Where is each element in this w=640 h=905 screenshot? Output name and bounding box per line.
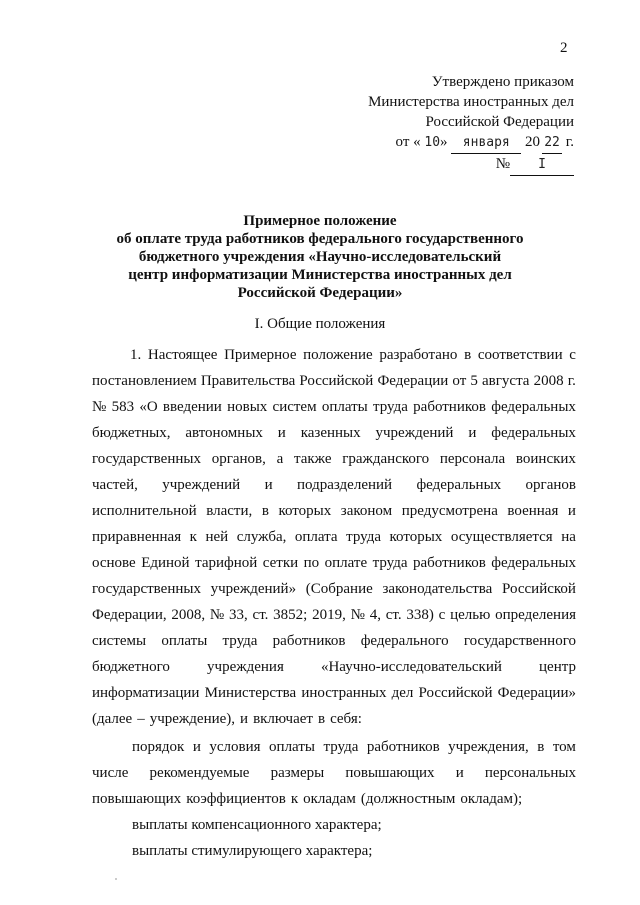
word: разработано [379,347,458,363]
word: информатизации [92,685,200,701]
word: предусмотрена [401,503,498,519]
word: труда [372,555,408,571]
word: Российской [299,373,374,389]
date-month: января [451,133,521,154]
list-line [92,786,576,812]
word: труда [222,633,258,649]
word: труда [323,739,359,755]
paragraph-line [92,706,576,732]
word: целью [450,607,491,623]
word: системы [92,633,147,649]
word: с [438,607,446,623]
word: учреждения [207,659,284,675]
word: исполнительной [92,503,197,519]
word: оплаты [269,739,315,755]
word: определения [495,607,576,623]
approval-date [368,132,574,154]
word: введении [162,399,222,415]
list-item-2: выплаты компенсационного характера; [132,817,382,833]
word: Федерации» [497,685,576,701]
date-year-suffix: 22 [542,133,562,154]
word: рекомендуемые [149,765,250,781]
title-line-5: Российской Федерации» [237,285,403,301]
word: персонала [439,451,506,467]
word: автономных [185,425,263,441]
word: в [317,711,326,727]
paragraph-line [92,446,576,472]
word: оплаты [161,633,208,649]
word: № [209,607,225,623]
word: ней [205,529,229,545]
list-line [92,760,576,786]
word: служба, [236,529,287,545]
word: от [452,373,467,389]
word: иностранных [301,685,387,701]
word: в [261,503,269,519]
word: учреждений [375,425,454,441]
word: «О [139,399,158,415]
list-item-1 [92,734,576,812]
word: 33, [229,607,248,623]
word: окладам [303,791,356,807]
paragraph-line [92,550,576,576]
scan-speck [115,878,117,880]
word: казенных [300,425,361,441]
title-line-2: об оплате труда работников федерального государственного [116,231,524,247]
date-prefix: от « [395,134,421,150]
word: соответствии [477,347,563,363]
word: ст. [252,607,269,623]
word: и [264,477,273,493]
title-line-1: Примерное положение [243,213,397,229]
word: порядок [132,739,185,755]
page-number: 2 [560,40,568,56]
word: работников [366,739,440,755]
word: себя: [330,711,362,727]
word: окладам); [460,791,523,807]
word: числе [92,765,129,781]
word: федеральных [491,425,576,441]
word: бюджетных, [92,425,171,441]
word: 2008, [171,607,206,623]
word: Российской [502,581,576,597]
word: тарифной [195,555,258,571]
number-label: № [495,156,510,172]
paragraph-line [92,368,576,394]
word: воинских [515,451,576,467]
word: (далее [92,711,133,727]
word: 2008 [533,373,564,389]
word: включает [253,711,313,727]
paragraph-line [92,654,576,680]
word: которых [278,503,332,519]
word: федеральных [416,477,502,493]
word: сетки [262,555,299,571]
paragraph-line [92,602,576,628]
word: которых [389,529,443,545]
word: законодательства [382,581,493,597]
word: федеральных [491,399,576,415]
word: «Научно-исследовательский [320,659,502,675]
word: и [468,425,477,441]
word: к [290,791,299,807]
word: новых [227,399,268,415]
word: и [567,503,576,519]
word: том [552,739,576,755]
paragraph-line [92,472,576,498]
word: 2019, [312,607,346,623]
word: и [240,711,249,727]
paragraph-line [92,576,576,602]
word: 583 [111,399,135,415]
word: работников [413,555,486,571]
word: ст. [385,607,402,623]
word: (должностным [360,791,456,807]
paragraph-line [92,498,576,524]
word: персональных [484,765,576,781]
title-line-4: центр информатизации Министерства иностранных дел [128,267,512,283]
word: военная [507,503,559,519]
date-day: 10 [424,135,441,150]
word: (Собрание [305,581,373,597]
word: оплата [294,529,338,545]
word: 338) [406,607,434,623]
word: положение [303,347,373,363]
word: частей, [92,477,138,493]
word: государственных [92,451,201,467]
word: также [293,451,332,467]
word: Единой [141,555,190,571]
word: учреждения, [448,739,529,755]
approval-line-1: Утверждено приказом [431,74,574,90]
word: г. [567,373,576,389]
paragraph-1 [92,342,576,732]
word: органов, [211,451,266,467]
word: Настоящее [147,347,218,363]
section-heading: I. Общие положения [254,316,386,332]
word: в [464,347,472,363]
word: государственного [463,633,576,649]
list-item-3: выплаты стимулирующего характера; [132,843,373,859]
date-quote-close: » [440,134,448,150]
word: государственных [92,581,201,597]
word: к [189,529,197,545]
word: органов [525,477,576,493]
word: федерального [360,633,449,649]
word: по [303,555,320,571]
approval-line-3: Российской Федерации [425,114,574,130]
word: повышающих [92,791,182,807]
word: Правительства [200,373,296,389]
approval-number [368,154,574,176]
word: оплате [324,555,368,571]
word: и [277,425,286,441]
word: подразделений [297,477,393,493]
word: учреждений [162,477,241,493]
word: 4, [369,607,381,623]
paragraph-line [92,342,576,368]
word: приравненная [92,529,182,545]
word: 5 [470,373,478,389]
word: на [561,529,576,545]
word: Федерации, [92,607,167,623]
order-number: I [510,155,574,176]
word: – [137,711,145,727]
date-year-end: г. [565,134,574,150]
word: основе [92,555,136,571]
word: Примерное [224,347,297,363]
word: осуществляется [450,529,553,545]
paragraph-line [92,628,576,654]
paragraph-line [92,680,576,706]
word: 1. [130,347,142,363]
word: гражданского [342,451,430,467]
word: коэффициентов [186,791,286,807]
paragraph-line [92,420,576,446]
word: размеры [270,765,325,781]
word: № [350,607,365,623]
word: власти, [206,503,253,519]
document-title [0,212,640,302]
word: труда [373,399,408,415]
word: Федерации [377,373,449,389]
date-year-prefix: 20 [525,134,541,150]
word: августа [482,373,530,389]
list-line [92,734,576,760]
title-line-3: бюджетного учреждения «Научно-исследовательский [138,249,502,265]
word: дел [391,685,414,701]
word: с [569,347,576,363]
word: и [455,765,464,781]
word: работников [272,633,346,649]
word: а [276,451,284,467]
word: и [192,739,201,755]
word: Российской [418,685,493,701]
word: центр [539,659,576,675]
word: в [537,739,545,755]
word: оплаты [321,399,368,415]
word: 3852; [273,607,308,623]
word: труда [346,529,381,545]
paragraph-line [92,394,576,420]
word: учреждение), [149,711,236,727]
paragraph-line [92,524,576,550]
approval-line-2: Министерства иностранных дел [368,94,574,110]
approval-block [368,72,574,176]
word: федеральных [491,555,576,571]
word: повышающих [345,765,435,781]
word: законом [340,503,393,519]
word: № [92,399,107,415]
word: учреждений» [210,581,297,597]
word: условия [209,739,261,755]
word: постановлением [92,373,197,389]
word: бюджетного [92,659,170,675]
word: Министерства [204,685,297,701]
word: систем [272,399,317,415]
word: работников [413,399,486,415]
